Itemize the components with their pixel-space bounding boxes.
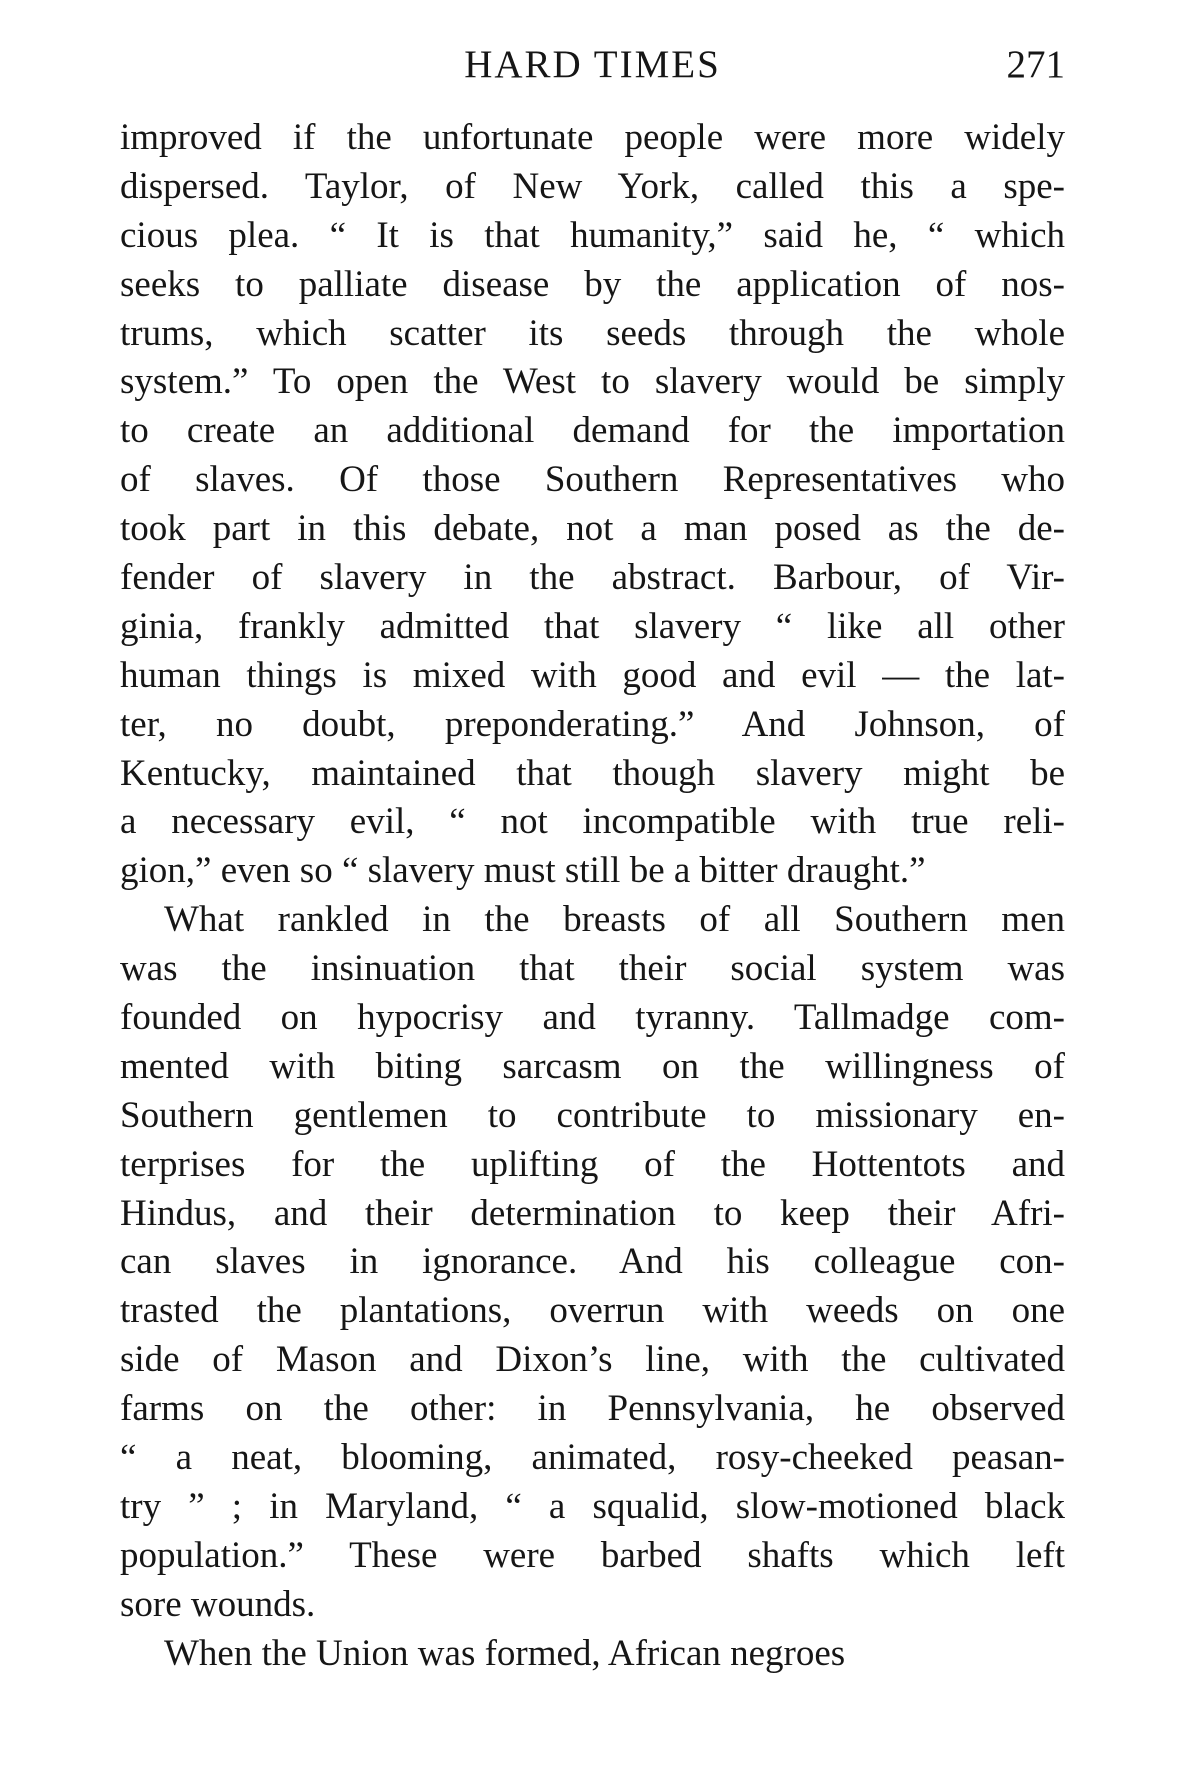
text-line: of slaves. Of those Southern Representatives who bbox=[120, 459, 1065, 501]
text-line: trums, which scatter its seeds through the whole bbox=[120, 312, 1065, 354]
text-line: to create an additional demand for the importation bbox=[120, 410, 1065, 452]
text-line: “ a neat, blooming, animated, rosy-cheeked peasan- bbox=[120, 1437, 1065, 1479]
text-line: improved if the unfortunate people were more widely bbox=[120, 117, 1065, 158]
running-title: HARD TIMES bbox=[464, 43, 721, 86]
text-line: side of Mason and Dixon’s line, with the cultivated bbox=[120, 1339, 1065, 1381]
text-line: try ” ; in Maryland, “ a squalid, slow-motioned black bbox=[120, 1485, 1065, 1527]
text-line: system.” To open the West to slavery would be simply bbox=[120, 361, 1065, 403]
text-line: farms on the other: in Pennsylvania, he observed bbox=[120, 1388, 1065, 1430]
text-line: founded on hypocrisy and tyranny. Tallmadge com- bbox=[120, 997, 1065, 1039]
text-line: mented with biting sarcasm on the willingness of bbox=[120, 1045, 1065, 1087]
running-head bbox=[120, 40, 1065, 90]
text-line: can slaves in ignorance. And his colleague con- bbox=[120, 1241, 1065, 1283]
text-line: cious plea. “ It is that humanity,” said he, “ which bbox=[120, 214, 1065, 256]
text-line: a necessary evil, “ not incompatible with true reli- bbox=[120, 801, 1065, 843]
text-line: ter, no doubt, preponderating.” And Johnson, of bbox=[120, 703, 1065, 745]
text-line: took part in this debate, not a man posed as the de- bbox=[120, 508, 1065, 550]
text-line: dispersed. Taylor, of New York, called this a spe- bbox=[120, 165, 1065, 207]
text-line: terprises for the uplifting of the Hottentots and bbox=[120, 1143, 1065, 1185]
text-line: seeks to palliate disease by the application of nos- bbox=[120, 263, 1065, 305]
text-line: fender of slavery in the abstract. Barbour, of Vir- bbox=[120, 557, 1065, 599]
text-line: human things is mixed with good and evil — the lat- bbox=[120, 654, 1065, 696]
text-line: was the insinuation that their social system was bbox=[120, 948, 1065, 990]
page-number: 271 bbox=[1006, 43, 1065, 86]
text-line: ginia, frankly admitted that slavery “ like all other bbox=[120, 605, 1065, 647]
text-line: Hindus, and their determination to keep their Afri- bbox=[120, 1192, 1065, 1234]
text-line: Kentucky, maintained that though slavery might be bbox=[120, 752, 1065, 794]
text-line: population.” These were barbed shafts which left bbox=[120, 1534, 1065, 1576]
text-line: What rankled in the breasts of all Southern men bbox=[164, 899, 1065, 941]
text-line: sore wounds. bbox=[120, 1583, 316, 1625]
text-line: Southern gentlemen to contribute to missionary en- bbox=[120, 1094, 1065, 1136]
body-text bbox=[120, 114, 1065, 1679]
text-line: trasted the plantations, overrun with weeds on one bbox=[120, 1290, 1065, 1332]
text-line: gion,” even so “ slavery must still be a bitter draught.” bbox=[120, 850, 926, 892]
text-line: When the Union was formed, African negroes bbox=[164, 1632, 846, 1674]
